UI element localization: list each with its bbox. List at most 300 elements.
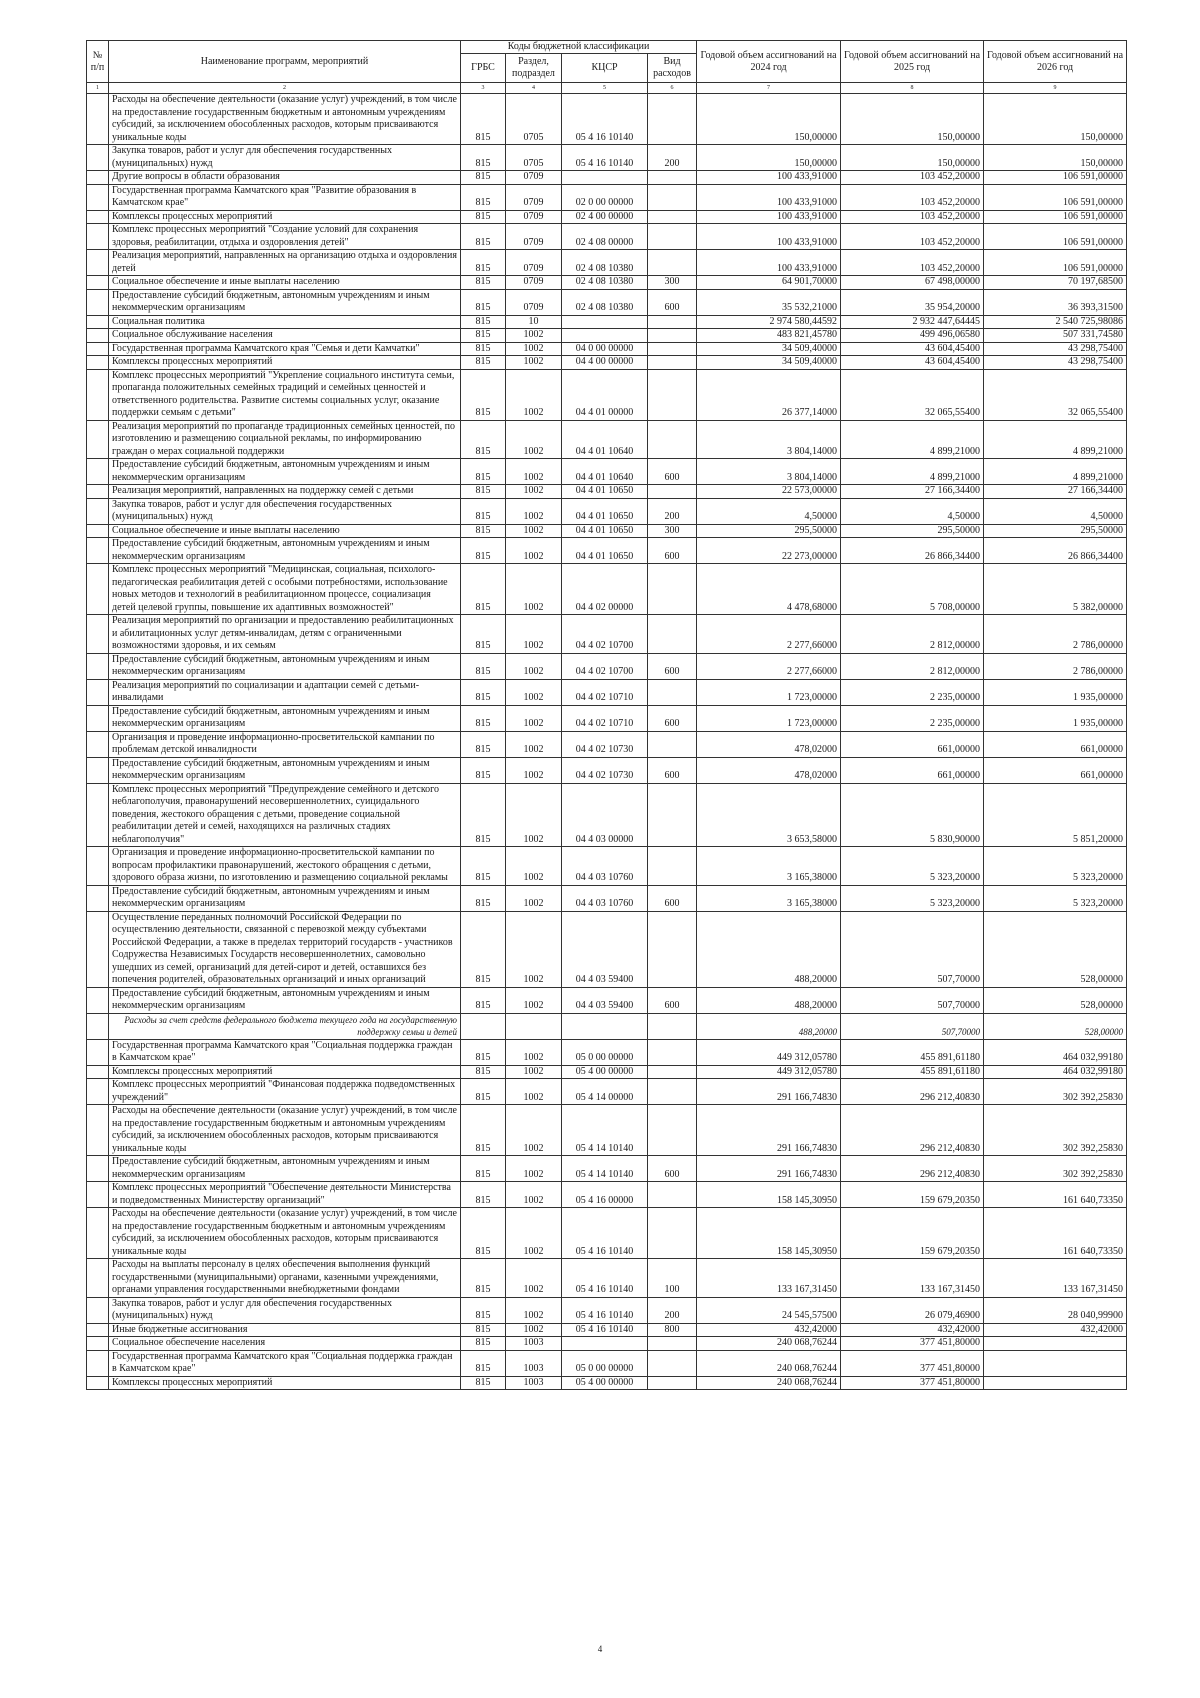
table-row (87, 250, 1127, 276)
row-name-cell: Социальное обслуживание населения (109, 329, 461, 343)
kcsr-cell: 04 4 00 00000 (562, 356, 648, 370)
razdel-cell: 0709 (506, 276, 562, 290)
amount-2024-cell: 4,50000 (697, 498, 841, 524)
row-number-cell (87, 847, 109, 886)
amount-2025-cell: 507,70000 (841, 987, 984, 1013)
amount-2025-cell: 103 452,20000 (841, 171, 984, 185)
razdel-cell: 1002 (506, 847, 562, 886)
amount-2025-cell: 377 451,80000 (841, 1337, 984, 1351)
kcsr-cell: 04 0 00 00000 (562, 342, 648, 356)
vid-rashodov-cell: 600 (648, 653, 697, 679)
razdel-cell: 1002 (506, 1323, 562, 1337)
row-name-cell: Предоставление субсидий бюджетным, автономным учреждениям и иным некоммерческим организациям (109, 459, 461, 485)
razdel-cell: 1002 (506, 1297, 562, 1323)
grbs-cell: 815 (461, 731, 506, 757)
row-number-cell (87, 1065, 109, 1079)
razdel-cell: 1002 (506, 459, 562, 485)
amount-2026-cell: 302 392,25830 (984, 1156, 1127, 1182)
grbs-cell: 815 (461, 564, 506, 615)
row-name-cell: Реализация мероприятий по организации и предоставлению реабилитационных и абилитационных услуг детям-инвалидам, детям с ограниченными возможностями здоровья, и их семьям (109, 615, 461, 654)
kcsr-cell: 05 0 00 00000 (562, 1039, 648, 1065)
amount-2025-cell: 103 452,20000 (841, 210, 984, 224)
amount-2025-cell: 43 604,45400 (841, 356, 984, 370)
amount-2025-cell: 2 235,00000 (841, 679, 984, 705)
table-row (87, 1323, 1127, 1337)
grbs-cell: 815 (461, 1323, 506, 1337)
row-name-cell: Предоставление субсидий бюджетным, автономным учреждениям и иным некоммерческим организациям (109, 653, 461, 679)
kcsr-cell: 04 4 02 10730 (562, 731, 648, 757)
amount-2025-cell: 133 167,31450 (841, 1259, 984, 1298)
column-number: 9 (984, 83, 1127, 94)
row-number-cell (87, 783, 109, 847)
razdel-cell: 1002 (506, 498, 562, 524)
vid-rashodov-cell: 600 (648, 705, 697, 731)
grbs-cell: 815 (461, 171, 506, 185)
row-name-cell: Предоставление субсидий бюджетным, автономным учреждениям и иным некоммерческим организациям (109, 1156, 461, 1182)
row-name-cell: Реализация мероприятий, направленных на организацию отдыха и оздоровления детей (109, 250, 461, 276)
vid-rashodov-cell (648, 210, 697, 224)
row-name-cell: Расходы на выплаты персоналу в целях обеспечения выполнения функций государственными (муниципальными) органами, казенными учреждениями, органами управления государственными внебюджетными фондами (109, 1259, 461, 1298)
amount-2026-cell: 5 851,20000 (984, 783, 1127, 847)
amount-2024-cell: 2 974 580,44592 (697, 315, 841, 329)
amount-2026-cell: 4 899,21000 (984, 420, 1127, 459)
grbs-cell: 815 (461, 459, 506, 485)
amount-2024-cell: 158 145,30950 (697, 1208, 841, 1259)
amount-2026-cell: 106 591,00000 (984, 210, 1127, 224)
kcsr-cell (562, 1337, 648, 1351)
row-number-cell (87, 1156, 109, 1182)
razdel-cell: 0709 (506, 250, 562, 276)
table-row (87, 1105, 1127, 1156)
row-number-cell (87, 1337, 109, 1351)
kcsr-cell: 05 4 14 00000 (562, 1079, 648, 1105)
amount-2024-cell: 478,02000 (697, 757, 841, 783)
amount-2025-cell: 26 079,46900 (841, 1297, 984, 1323)
vid-rashodov-cell (648, 564, 697, 615)
table-row (87, 987, 1127, 1013)
amount-2024-cell: 150,00000 (697, 145, 841, 171)
row-name-cell: Государственная программа Камчатского края "Семья и дети Камчатки" (109, 342, 461, 356)
amount-2024-cell: 133 167,31450 (697, 1259, 841, 1298)
row-name-cell: Реализация мероприятий по социализации и адаптации семей с детьми-инвалидами (109, 679, 461, 705)
vid-rashodov-cell: 300 (648, 276, 697, 290)
kcsr-cell: 04 4 01 00000 (562, 369, 648, 420)
vid-rashodov-cell (648, 94, 697, 145)
amount-2026-cell: 106 591,00000 (984, 224, 1127, 250)
row-number-cell (87, 1182, 109, 1208)
razdel-cell: 1002 (506, 564, 562, 615)
amount-2024-cell: 291 166,74830 (697, 1105, 841, 1156)
row-number-cell (87, 289, 109, 315)
header-2025: Годовой объем ассигнований на 2025 год (841, 41, 984, 83)
vid-rashodov-cell: 600 (648, 538, 697, 564)
vid-rashodov-cell: 600 (648, 885, 697, 911)
table-row (87, 145, 1127, 171)
table-row (87, 615, 1127, 654)
razdel-cell: 1002 (506, 1039, 562, 1065)
table-row (87, 731, 1127, 757)
razdel-cell: 1002 (506, 538, 562, 564)
amount-2025-cell: 4 899,21000 (841, 459, 984, 485)
column-number: 1 (87, 83, 109, 94)
table-row (87, 498, 1127, 524)
vid-rashodov-cell (648, 356, 697, 370)
vid-rashodov-cell: 600 (648, 459, 697, 485)
row-number-cell (87, 342, 109, 356)
grbs-cell: 815 (461, 1376, 506, 1390)
header-razdel: Раздел, подраздел (506, 54, 562, 83)
amount-2024-cell: 240 068,76244 (697, 1337, 841, 1351)
razdel-cell: 10 (506, 315, 562, 329)
row-name-cell: Комплексы процессных мероприятий (109, 1065, 461, 1079)
row-name-cell: Расходы на обеспечение деятельности (оказание услуг) учреждений, в том числе на предоставление государственным бюджетным и автономным учреждениям субсидий, за исключением обособленных расходов, которым присваиваются уникальные коды (109, 94, 461, 145)
row-name-cell: Государственная программа Камчатского края "Развитие образования в Камчатском крае" (109, 184, 461, 210)
razdel-cell: 1002 (506, 615, 562, 654)
amount-2024-cell: 2 277,66000 (697, 653, 841, 679)
amount-2026-cell: 43 298,75400 (984, 342, 1127, 356)
amount-2024-cell: 449 312,05780 (697, 1039, 841, 1065)
row-number-cell (87, 145, 109, 171)
amount-2025-cell: 5 830,90000 (841, 783, 984, 847)
razdel-cell: 1002 (506, 987, 562, 1013)
amount-2025-cell: 296 212,40830 (841, 1079, 984, 1105)
grbs-cell: 815 (461, 276, 506, 290)
amount-2026-cell: 133 167,31450 (984, 1259, 1127, 1298)
amount-2024-cell: 35 532,21000 (697, 289, 841, 315)
column-number: 5 (562, 83, 648, 94)
grbs-cell: 815 (461, 485, 506, 499)
grbs-cell: 815 (461, 615, 506, 654)
table-row (87, 1337, 1127, 1351)
table-row (87, 171, 1127, 185)
table-row (87, 538, 1127, 564)
amount-2024-cell: 24 545,57500 (697, 1297, 841, 1323)
table-row (87, 329, 1127, 343)
razdel-cell: 1002 (506, 1259, 562, 1298)
grbs-cell: 815 (461, 342, 506, 356)
header-name: Наименование программ, мероприятий (109, 41, 461, 83)
amount-2026-cell: 302 392,25830 (984, 1079, 1127, 1105)
table-row (87, 653, 1127, 679)
kcsr-cell: 02 4 08 00000 (562, 224, 648, 250)
header-vid: Вид расходов (648, 54, 697, 83)
razdel-cell: 1002 (506, 485, 562, 499)
amount-2024-cell: 100 433,91000 (697, 250, 841, 276)
vid-rashodov-cell (648, 224, 697, 250)
vid-rashodov-cell (648, 250, 697, 276)
vid-rashodov-cell (648, 369, 697, 420)
row-number-cell (87, 987, 109, 1013)
razdel-cell: 1002 (506, 1105, 562, 1156)
amount-2024-cell: 3 653,58000 (697, 783, 841, 847)
row-number-cell (87, 731, 109, 757)
kcsr-cell: 05 4 14 10140 (562, 1105, 648, 1156)
kcsr-cell: 02 4 08 10380 (562, 250, 648, 276)
grbs-cell: 815 (461, 498, 506, 524)
amount-2026-cell: 150,00000 (984, 94, 1127, 145)
amount-2026-cell: 295,50000 (984, 524, 1127, 538)
grbs-cell: 815 (461, 885, 506, 911)
grbs-cell: 815 (461, 1259, 506, 1298)
row-number-cell (87, 1013, 109, 1039)
table-row (87, 783, 1127, 847)
kcsr-cell: 04 4 02 10710 (562, 705, 648, 731)
amount-2026-cell: 5 323,20000 (984, 885, 1127, 911)
row-number-cell (87, 538, 109, 564)
column-number: 6 (648, 83, 697, 94)
vid-rashodov-cell: 600 (648, 987, 697, 1013)
amount-2024-cell: 240 068,76244 (697, 1376, 841, 1390)
amount-2026-cell: 2 786,00000 (984, 653, 1127, 679)
table-row (87, 184, 1127, 210)
row-number-cell (87, 524, 109, 538)
row-number-cell (87, 356, 109, 370)
amount-2026-cell: 464 032,99180 (984, 1039, 1127, 1065)
row-number-cell (87, 498, 109, 524)
row-name-cell: Закупка товаров, работ и услуг для обеспечения государственных (муниципальных) нужд (109, 145, 461, 171)
kcsr-cell: 04 4 03 10760 (562, 847, 648, 886)
row-name-cell: Государственная программа Камчатского края "Социальная поддержка граждан в Камчатском крае" (109, 1039, 461, 1065)
row-number-cell (87, 369, 109, 420)
kcsr-cell: 02 0 00 00000 (562, 184, 648, 210)
razdel-cell: 1002 (506, 1079, 562, 1105)
row-name-cell: Комплексы процессных мероприятий (109, 1376, 461, 1390)
grbs-cell: 815 (461, 847, 506, 886)
row-number-cell (87, 564, 109, 615)
amount-2025-cell: 2 235,00000 (841, 705, 984, 731)
row-name-cell: Комплекс процессных мероприятий "Предупреждение семейного и детского неблагополучия, правонарушений несовершеннолетних, суицидального поведения, жестокого обращения с детьми, проведение социальной реабилитации детей и семей, находящихся на различных стадиях неблагополучия" (109, 783, 461, 847)
amount-2025-cell: 507,70000 (841, 911, 984, 987)
table-row (87, 1156, 1127, 1182)
amount-2026-cell: 106 591,00000 (984, 171, 1127, 185)
amount-2025-cell: 2 812,00000 (841, 653, 984, 679)
amount-2024-cell: 34 509,40000 (697, 342, 841, 356)
grbs-cell: 815 (461, 329, 506, 343)
header-kcsr: КЦСР (562, 54, 648, 83)
amount-2026-cell: 106 591,00000 (984, 250, 1127, 276)
row-number-cell (87, 485, 109, 499)
vid-rashodov-cell: 300 (648, 524, 697, 538)
row-number-cell (87, 94, 109, 145)
grbs-cell: 815 (461, 911, 506, 987)
row-name-cell: Комплекс процессных мероприятий "Медицинская, социальная, психолого-педагогическая реабилитация детей с особыми потребностями, использование новых методов и технологий в реабилитационном процессе, социализация детей целевой группы, повышение их адаптивных возможностей" (109, 564, 461, 615)
razdel-cell: 1002 (506, 885, 562, 911)
amount-2025-cell: 5 323,20000 (841, 847, 984, 886)
grbs-cell: 815 (461, 987, 506, 1013)
amount-2024-cell: 291 166,74830 (697, 1156, 841, 1182)
kcsr-cell: 05 4 16 10140 (562, 1208, 648, 1259)
vid-rashodov-cell (648, 1208, 697, 1259)
row-number-cell (87, 184, 109, 210)
vid-rashodov-cell (648, 1337, 697, 1351)
razdel-cell: 0709 (506, 184, 562, 210)
amount-2026-cell: 32 065,55400 (984, 369, 1127, 420)
vid-rashodov-cell (648, 171, 697, 185)
amount-2026-cell: 28 040,99900 (984, 1297, 1127, 1323)
kcsr-cell: 05 4 16 10140 (562, 145, 648, 171)
vid-rashodov-cell: 600 (648, 289, 697, 315)
column-number: 8 (841, 83, 984, 94)
amount-2024-cell: 22 573,00000 (697, 485, 841, 499)
row-name-cell: Реализация мероприятий по пропаганде традиционных семейных ценностей, по изготовлению и размещению социальной рекламы, по информированию граждан о мерах социальной поддержки (109, 420, 461, 459)
razdel-cell: 1002 (506, 731, 562, 757)
row-number-cell (87, 171, 109, 185)
row-number-cell (87, 1259, 109, 1298)
amount-2025-cell: 432,42000 (841, 1323, 984, 1337)
razdel-cell: 1002 (506, 1065, 562, 1079)
grbs-cell: 815 (461, 250, 506, 276)
amount-2025-cell: 103 452,20000 (841, 224, 984, 250)
amount-2024-cell: 483 821,45780 (697, 329, 841, 343)
razdel-cell: 0705 (506, 94, 562, 145)
row-name-cell: Социальное обеспечение и иные выплаты населению (109, 276, 461, 290)
razdel-cell: 1003 (506, 1350, 562, 1376)
amount-2026-cell: 302 392,25830 (984, 1105, 1127, 1156)
table-row (87, 276, 1127, 290)
vid-rashodov-cell (648, 1065, 697, 1079)
amount-2025-cell: 5 323,20000 (841, 885, 984, 911)
amount-2024-cell: 291 166,74830 (697, 1079, 841, 1105)
amount-2024-cell: 100 433,91000 (697, 224, 841, 250)
row-name-cell: Предоставление субсидий бюджетным, автономным учреждениям и иным некоммерческим организациям (109, 538, 461, 564)
table-row (87, 315, 1127, 329)
razdel-cell: 1002 (506, 342, 562, 356)
razdel-cell: 0709 (506, 289, 562, 315)
budget-rows (87, 94, 1127, 1390)
razdel-cell: 1002 (506, 783, 562, 847)
row-name-cell: Предоставление субсидий бюджетным, автономным учреждениям и иным некоммерческим организациям (109, 987, 461, 1013)
amount-2024-cell: 4 478,68000 (697, 564, 841, 615)
vid-rashodov-cell (648, 1376, 697, 1390)
razdel-cell: 1002 (506, 524, 562, 538)
row-number-cell (87, 615, 109, 654)
kcsr-cell: 05 4 16 10140 (562, 1323, 648, 1337)
kcsr-cell: 04 4 02 00000 (562, 564, 648, 615)
amount-2024-cell: 150,00000 (697, 94, 841, 145)
grbs-cell: 815 (461, 1156, 506, 1182)
kcsr-cell: 04 4 02 10710 (562, 679, 648, 705)
grbs-cell: 815 (461, 524, 506, 538)
row-name-cell: Расходы на обеспечение деятельности (оказание услуг) учреждений, в том числе на предоставление государственным бюджетным и автономным учреждениям субсидий, за исключением обособленных расходов, которым присваиваются уникальные коды (109, 1105, 461, 1156)
amount-2024-cell: 3 165,38000 (697, 847, 841, 886)
amount-2025-cell: 67 498,00000 (841, 276, 984, 290)
grbs-cell: 815 (461, 315, 506, 329)
amount-2025-cell: 455 891,61180 (841, 1065, 984, 1079)
row-name-cell: Социальное обеспечение населения (109, 1337, 461, 1351)
table-row (87, 1208, 1127, 1259)
amount-2025-cell: 377 451,80000 (841, 1350, 984, 1376)
row-name-cell: Комплекс процессных мероприятий "Создание условий для сохранения здоровья, реабилитации, отдыха и оздоровления детей" (109, 224, 461, 250)
kcsr-cell: 05 4 16 10140 (562, 1297, 648, 1323)
amount-2026-cell: 464 032,99180 (984, 1065, 1127, 1079)
amount-2024-cell: 1 723,00000 (697, 705, 841, 731)
vid-rashodov-cell (648, 315, 697, 329)
row-number-cell (87, 210, 109, 224)
row-name-cell: Предоставление субсидий бюджетным, автономным учреждениям и иным некоммерческим организациям (109, 705, 461, 731)
amount-2026-cell: 1 935,00000 (984, 705, 1127, 731)
vid-rashodov-cell (648, 1079, 697, 1105)
row-name-cell: Комплекс процессных мероприятий "Обеспечение деятельности Министерства и подведомственных Министерству организаций" (109, 1182, 461, 1208)
grbs-cell: 815 (461, 210, 506, 224)
amount-2024-cell: 22 273,00000 (697, 538, 841, 564)
amount-2025-cell: 296 212,40830 (841, 1105, 984, 1156)
vid-rashodov-cell (648, 485, 697, 499)
kcsr-cell: 05 4 00 00000 (562, 1376, 648, 1390)
kcsr-cell: 04 4 03 59400 (562, 911, 648, 987)
vid-rashodov-cell (648, 679, 697, 705)
amount-2026-cell: 1 935,00000 (984, 679, 1127, 705)
amount-2024-cell: 488,20000 (697, 1013, 841, 1039)
table-row (87, 1376, 1127, 1390)
kcsr-cell (562, 1013, 648, 1039)
amount-2026-cell: 2 540 725,98086 (984, 315, 1127, 329)
amount-2025-cell: 661,00000 (841, 757, 984, 783)
grbs-cell: 815 (461, 1182, 506, 1208)
header-grbs: ГРБС (461, 54, 506, 83)
header-no: № п/п (87, 41, 109, 83)
grbs-cell: 815 (461, 1065, 506, 1079)
grbs-cell: 815 (461, 1039, 506, 1065)
table-row (87, 524, 1127, 538)
vid-rashodov-cell (648, 1182, 697, 1208)
vid-rashodov-cell: 200 (648, 145, 697, 171)
table-row (87, 705, 1127, 731)
amount-2024-cell: 295,50000 (697, 524, 841, 538)
row-name-cell: Комплексы процессных мероприятий (109, 210, 461, 224)
razdel-cell: 1002 (506, 1182, 562, 1208)
vid-rashodov-cell: 200 (648, 1297, 697, 1323)
razdel-cell: 0709 (506, 210, 562, 224)
kcsr-cell: 04 4 01 10640 (562, 420, 648, 459)
razdel-cell: 1003 (506, 1337, 562, 1351)
row-number-cell (87, 459, 109, 485)
kcsr-cell: 02 4 08 10380 (562, 289, 648, 315)
vid-rashodov-cell (648, 1350, 697, 1376)
kcsr-cell: 02 4 08 10380 (562, 276, 648, 290)
amount-2025-cell: 43 604,45400 (841, 342, 984, 356)
amount-2024-cell: 158 145,30950 (697, 1182, 841, 1208)
vid-rashodov-cell (648, 1013, 697, 1039)
vid-rashodov-cell (648, 847, 697, 886)
row-number-cell (87, 1039, 109, 1065)
row-number-cell (87, 911, 109, 987)
budget-table-sheet (86, 40, 1126, 1390)
amount-2025-cell: 27 166,34400 (841, 485, 984, 499)
kcsr-cell: 05 4 16 10140 (562, 1259, 648, 1298)
amount-2025-cell: 150,00000 (841, 94, 984, 145)
column-number: 2 (109, 83, 461, 94)
row-name-cell: Социальная политика (109, 315, 461, 329)
grbs-cell: 815 (461, 1297, 506, 1323)
row-number-cell (87, 1323, 109, 1337)
table-row (87, 420, 1127, 459)
amount-2024-cell: 240 068,76244 (697, 1350, 841, 1376)
table-row (87, 1350, 1127, 1376)
header-2024: Годовой объем ассигнований на 2024 год (697, 41, 841, 83)
vid-rashodov-cell: 800 (648, 1323, 697, 1337)
row-number-cell (87, 705, 109, 731)
vid-rashodov-cell (648, 329, 697, 343)
amount-2026-cell: 528,00000 (984, 911, 1127, 987)
vid-rashodov-cell (648, 1105, 697, 1156)
amount-2024-cell: 26 377,14000 (697, 369, 841, 420)
amount-2025-cell: 103 452,20000 (841, 184, 984, 210)
grbs-cell: 815 (461, 1208, 506, 1259)
razdel-cell: 1002 (506, 356, 562, 370)
amount-2026-cell: 150,00000 (984, 145, 1127, 171)
razdel-cell: 1002 (506, 329, 562, 343)
table-row (87, 224, 1127, 250)
